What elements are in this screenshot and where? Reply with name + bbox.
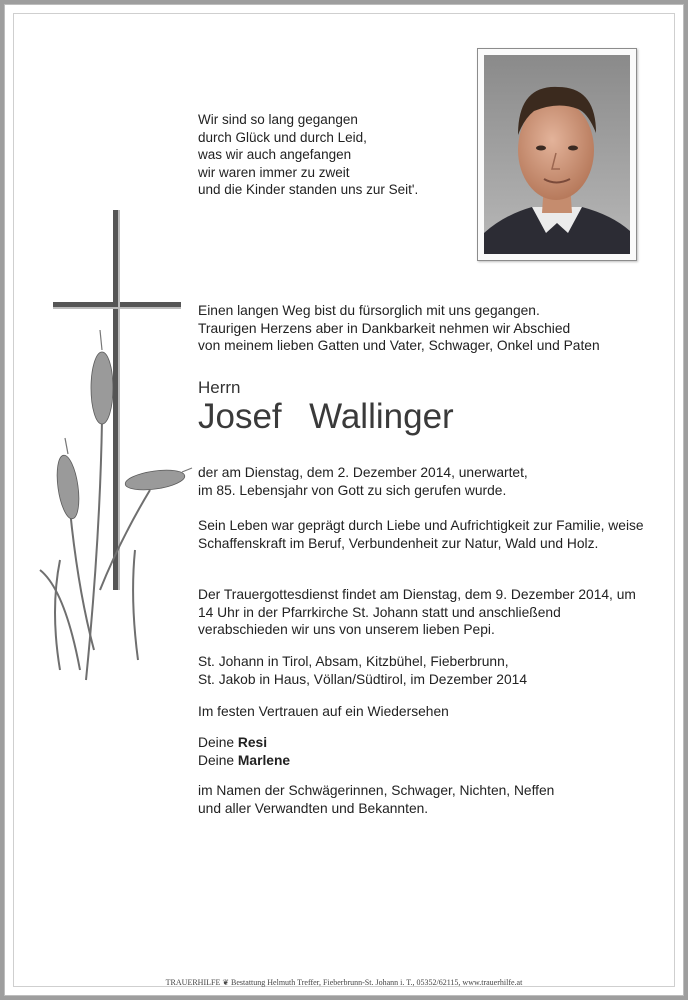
portrait-photo: [477, 48, 637, 261]
death-line: im 85. Lebensjahr von Gott zu sich gerufen wurde.: [198, 482, 507, 498]
service-paragraph: Der Trauergottesdienst findet am Dienstag, dem 9. Dezember 2014, um 14 Uhr in der Pfarrkirche St. Johann statt und anschließend verabschieden wir uns von unserem lieben Pepi.: [198, 587, 636, 637]
faith-line: Im festen Vertrauen auf ein Wiedersehen: [198, 704, 449, 719]
obituary-page: [4, 4, 684, 996]
death-line: der am Dienstag, dem 2. Dezember 2014, unerwartet,: [198, 465, 528, 480]
places-line: St. Johann in Tirol, Absam, Kitzbühel, Fieberbrunn,: [198, 654, 509, 669]
places-paragraph: [198, 653, 527, 688]
signer: Deine Resi: [198, 735, 268, 750]
closing-text: [198, 782, 554, 817]
footer-brand: TRAUERHILFE: [165, 978, 221, 987]
salutation: Herrn: [198, 378, 241, 397]
wheat-icon: [40, 420, 150, 680]
signer: Deine Marlene: [198, 752, 291, 768]
deceased-name: Josef Wallinger: [198, 397, 454, 436]
footer-info: Bestattung Helmuth Treffer, Fieberbrunn-St. Johann i. T., 05352/62115, www.trauerhilfe.at: [231, 978, 523, 987]
life-paragraph: Sein Leben war geprägt durch Liebe und Aufrichtigkeit zur Familie, weise Schaffenskraft im Beruf, Verbundenheit zur Natur, Wald und Holz.: [198, 518, 644, 551]
death-notice: [198, 464, 528, 499]
cross-and-wheat-icon: [20, 210, 195, 700]
footer-ornament-icon: ❦: [222, 978, 230, 987]
signer-name: Resi: [237, 735, 268, 750]
footer: [5, 978, 683, 987]
signers: [198, 734, 290, 769]
intro-text: [198, 302, 600, 355]
intro-line: Einen langen Weg bist du fürsorglich mit uns gegangen.: [198, 303, 540, 318]
intro-line: von meinem lieben Gatten und Vater, Schwager, Onkel und Paten: [198, 338, 600, 353]
closing-line: und aller Verwandten und Bekannten.: [198, 800, 429, 816]
intro-line: Traurigen Herzens aber in Dankbarkeit nehmen wir Abschied: [198, 320, 571, 336]
portrait-image: [484, 55, 630, 254]
closing-line: im Namen der Schwägerinnen, Schwager, Nichten, Neffen: [198, 783, 555, 798]
signer-name: Marlene: [237, 752, 291, 768]
places-line: St. Jakob in Haus, Völlan/Südtirol, im Dezember 2014: [198, 671, 527, 687]
poem: Wir sind so lang gegangen durch Glück und durch Leid, was wir auch angefangen wir waren immer zu zweit und die Kinder standen uns zur Seit'.: [198, 112, 419, 197]
